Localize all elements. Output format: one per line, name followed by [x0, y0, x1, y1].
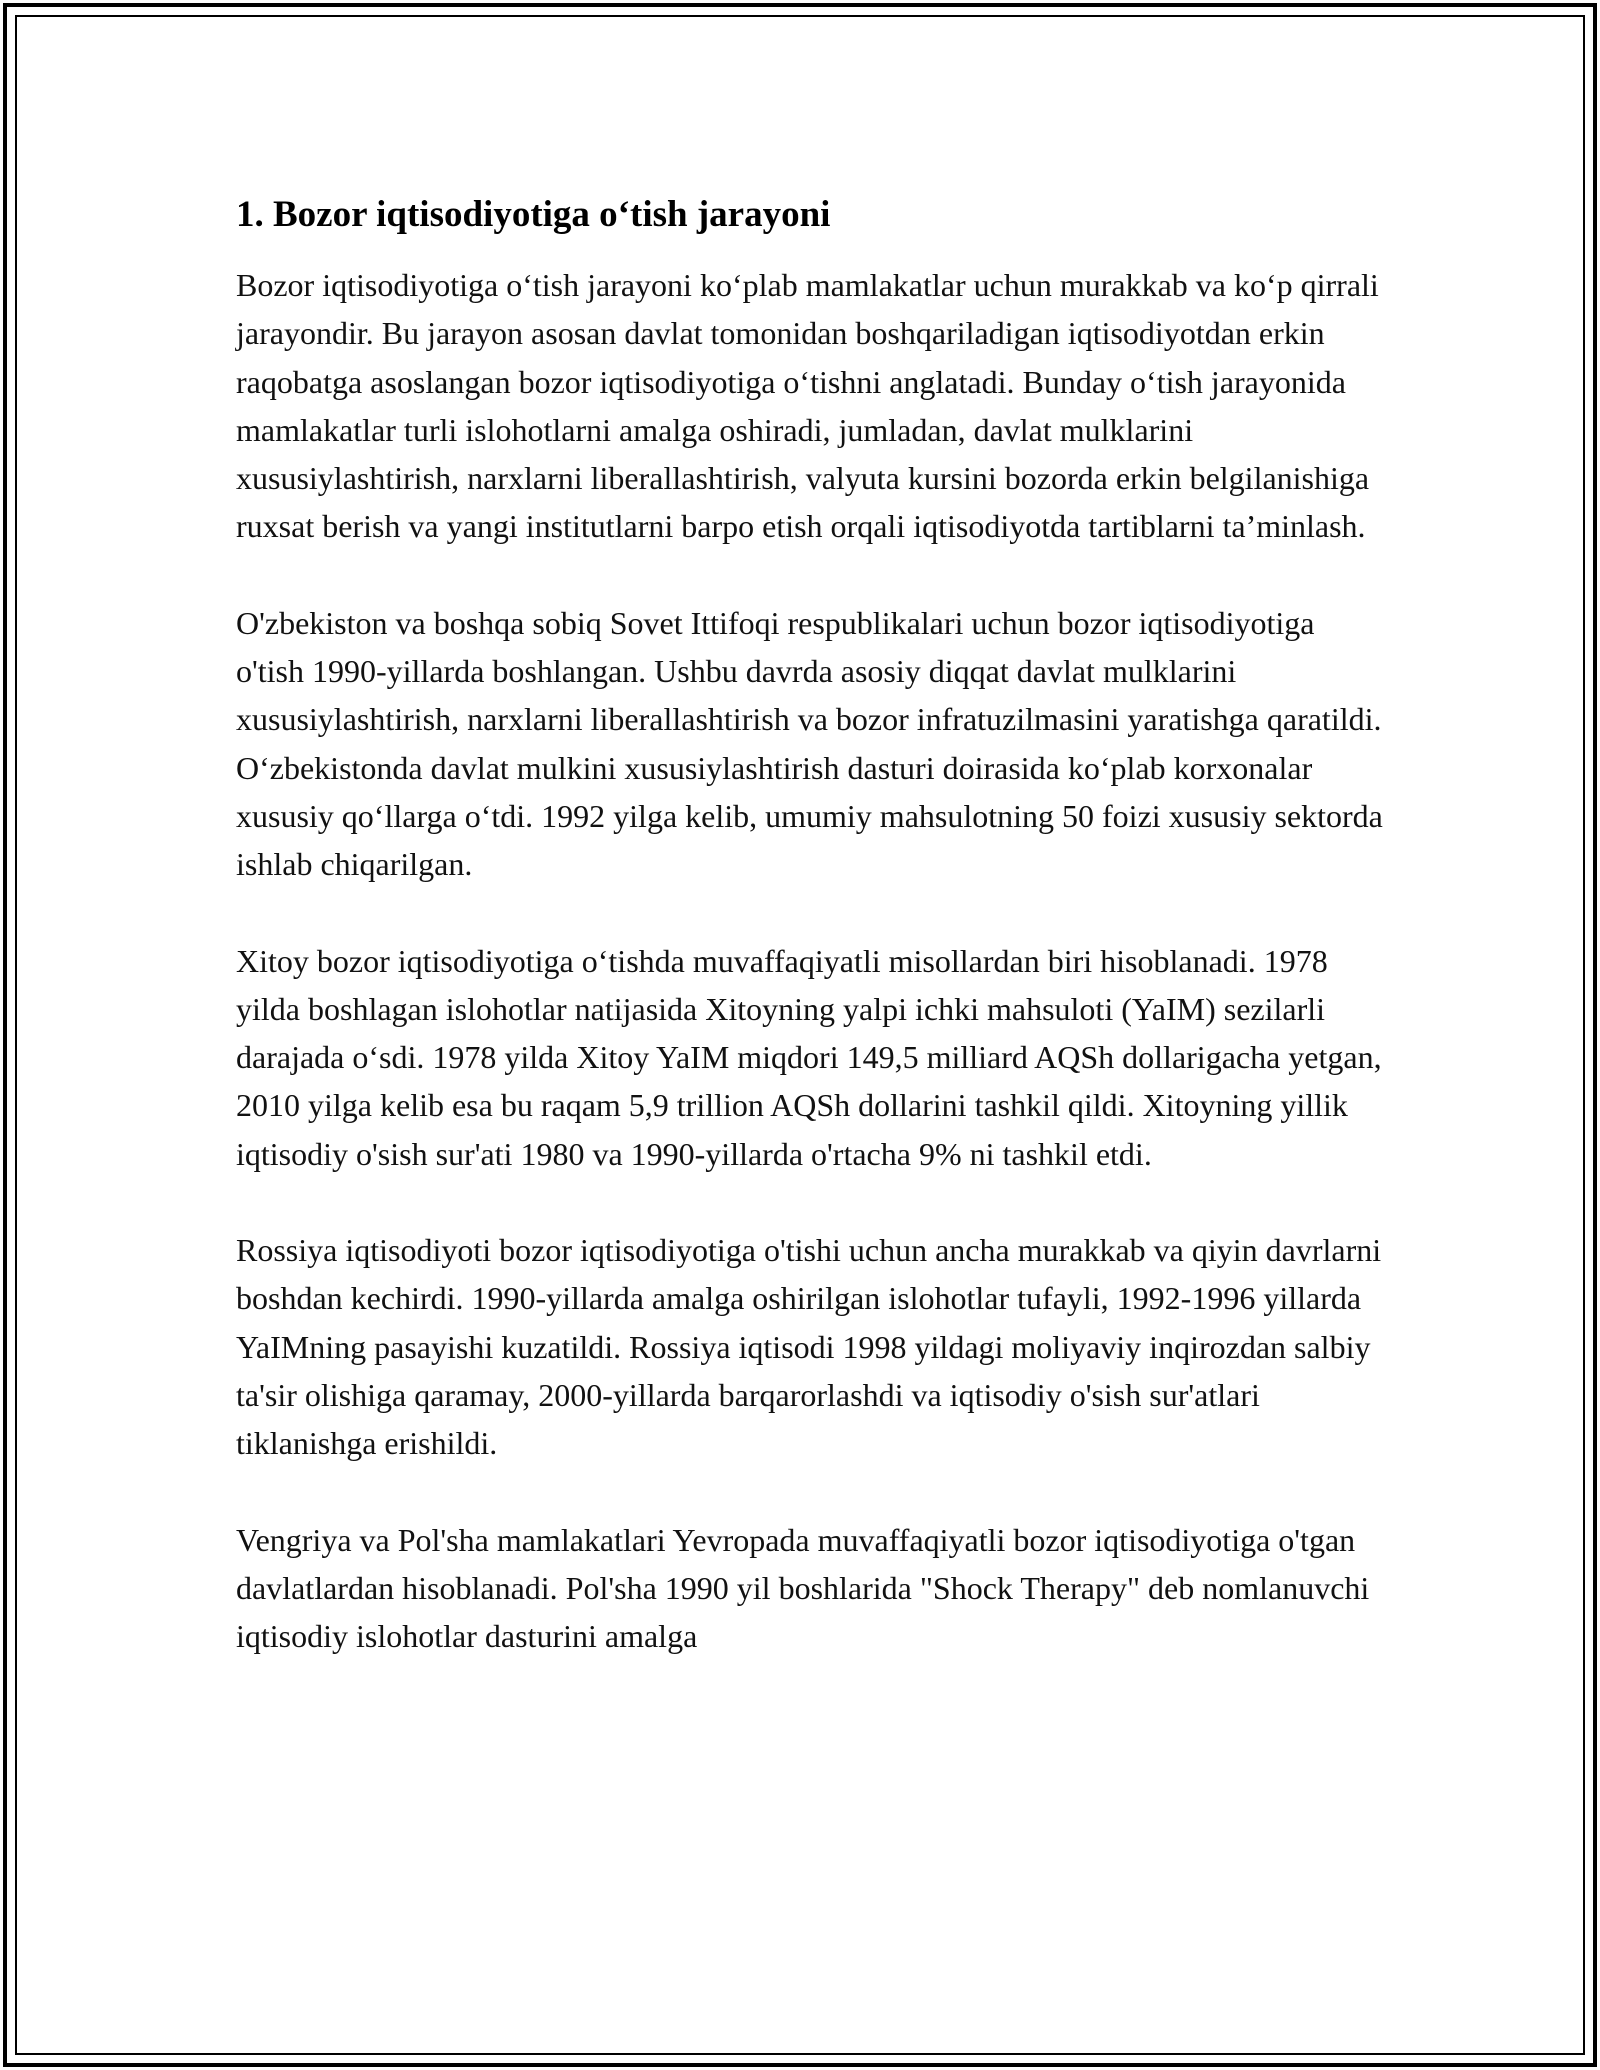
paragraph-2: O'zbekiston va boshqa sobiq Sovet Ittifoqi respublikalari uchun bozor iqtisodiyotiga o'tish 1990-yillarda boshlangan. Ushbu davrda asosiy diqqat davlat mulklarini xususiylashtirish, narxlarni liberallashtirish va bozor infratuzilmasini yaratishga qaratildi. O‘zbekistonda davlat mulkini xususiylashtirish dasturi doirasida ko‘plab korxonalar xususiy qo‘llarga o‘tdi. 1992 yilga kelib, umumiy mahsulotning 50 foizi xususiy sektorda ishlab chiqarilgan. — [236, 604, 1383, 883]
section-heading: 1. Bozor iqtisodiyotiga o‘tish jarayoni — [236, 194, 831, 235]
paragraph-1: Bozor iqtisodiyotiga o‘tish jarayoni ko‘plab mamlakatlar uchun murakkab va ko‘p qirrali jarayondir. Bu jarayon asosan davlat tomonidan boshqariladigan iqtisodiyotdan erkin raqobatga asoslangan bozor iqtisodiyotiga o‘tishni anglatadi. Bunday o‘tish jarayonida mamlakatlar turli islohotlarni amalga oshiradi, jumladan, davlat mulklarini xususiylashtirish, narxlarni liberallashtirish, valyuta kursini bozorda erkin belgilanishiga ruxsat berish va yangi institutlarni barpo etish orqali iqtisodiyotda tartiblarni ta’minlash. — [236, 267, 1379, 545]
document-body — [236, 190, 1386, 1660]
paragraph-3: Xitoy bozor iqtisodiyotiga o‘tishda muvaffaqiyatli misollardan biri hisoblanadi. 1978 yilda boshlagan islohotlar natijasida Xitoyning yalpi ichki mahsuloti (YaIM) sezilarli darajada o‘sdi. 1978 yilda Xitoy YaIM miqdori 149,5 milliard AQSh dollarigacha yetgan, 2010 yilga kelib esa bu raqam 5,9 trillion AQSh dollarini tashkil qildi. Xitoyning yillik iqtisodiy o'sish sur'ati 1980 va 1990-yillarda o'rtacha 9% ni tashkil etdi. — [236, 942, 1382, 1172]
paragraph-4: Rossiya iqtisodiyoti bozor iqtisodiyotiga o'tishi uchun ancha murakkab va qiyin davrlarni boshdan kechirdi. 1990-yillarda amalga oshirilgan islohotlar tufayli, 1992-1996 yillarda YaIMning pasayishi kuzatildi. Rossiya iqtisodi 1998 yildagi moliyaviy inqirozdan salbiy ta'sir olishiga qaramay, 2000-yillarda barqarorlashdi va iqtisodiy o'sish sur'atlari tiklanishga erishildi. — [236, 1232, 1382, 1462]
paragraph-5: Vengriya va Pol'sha mamlakatlari Yevropada muvaffaqiyatli bozor iqtisodiyotiga o'tgan davlatlardan hisoblanadi. Pol'sha 1990 yil boshlarida "Shock Therapy" deb nomlanuvchi iqtisodiy islohotlar dasturini amalga — [236, 1521, 1370, 1655]
